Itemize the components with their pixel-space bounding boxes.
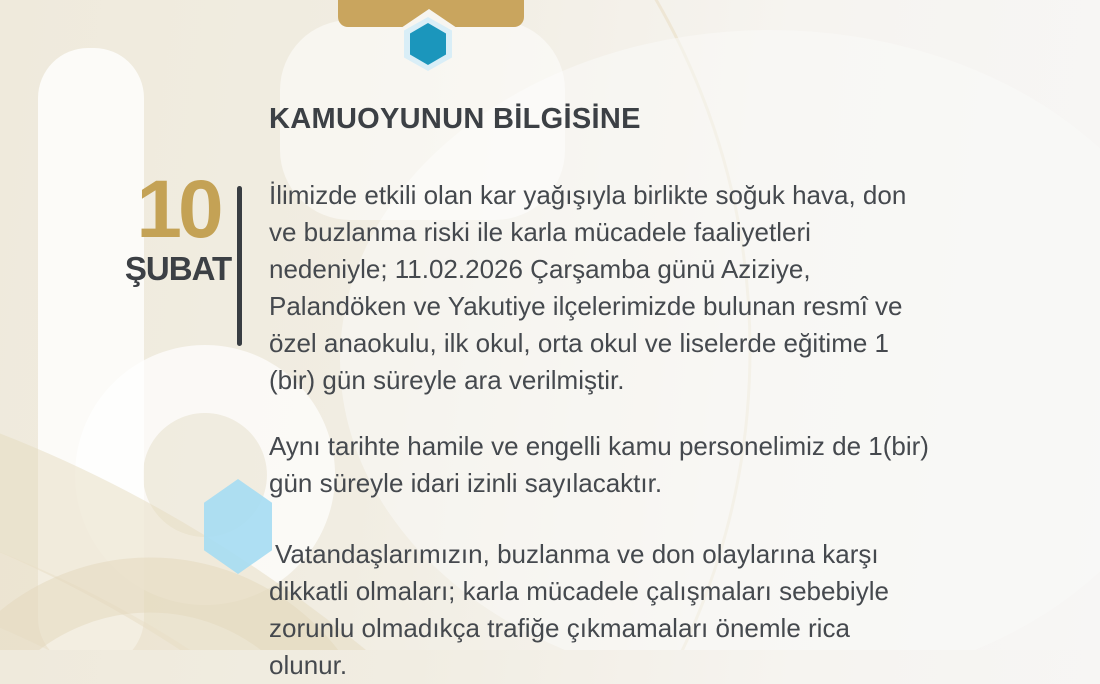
- text-line: nedeniyle; 11.02.2026 Çarşamba günü Aziziye,: [269, 254, 811, 284]
- text-line: olunur.: [269, 650, 348, 680]
- text-line: Palandöken ve Yakutiye ilçelerimizde bulunan resmî ve: [269, 291, 903, 321]
- text-line: Vatandaşlarımızın, buzlanma ve don olaylarına karşı: [275, 539, 879, 569]
- text-line: gün süreyle idari izinli sayılacaktır.: [269, 468, 663, 498]
- date-month: ŞUBAT: [124, 250, 232, 287]
- text-line: İlimizde etkili olan kar yağışıyla birlikte soğuk hava, don: [269, 180, 907, 210]
- text-line: (bir) gün süreyle ara verilmiştir.: [269, 365, 625, 395]
- date-day: 10: [136, 164, 220, 255]
- text-line: ve buzlanma riski ile karla mücadele faaliyetleri: [269, 217, 811, 247]
- text-line: zorunlu olmadıkça trafiğe çıkmamaları önemle rica: [269, 613, 850, 643]
- page-title: KAMUOYUNUN BİLGİSİNE: [269, 103, 641, 135]
- paragraph-3: [269, 536, 929, 684]
- paragraph-1: [269, 177, 929, 399]
- paragraph-2: [269, 428, 929, 502]
- text-line: özel anaokulu, ilk okul, orta okul ve liselerde eğitime 1: [269, 328, 890, 358]
- date-block: [116, 164, 240, 287]
- vertical-divider: [237, 186, 242, 346]
- text-line: Aynı tarihte hamile ve engelli kamu personelimiz de 1(bir): [269, 431, 929, 461]
- text-line: dikkatli olmaları; karla mücadele çalışmaları sebebiyle: [269, 576, 889, 606]
- announcement-body: [269, 177, 929, 684]
